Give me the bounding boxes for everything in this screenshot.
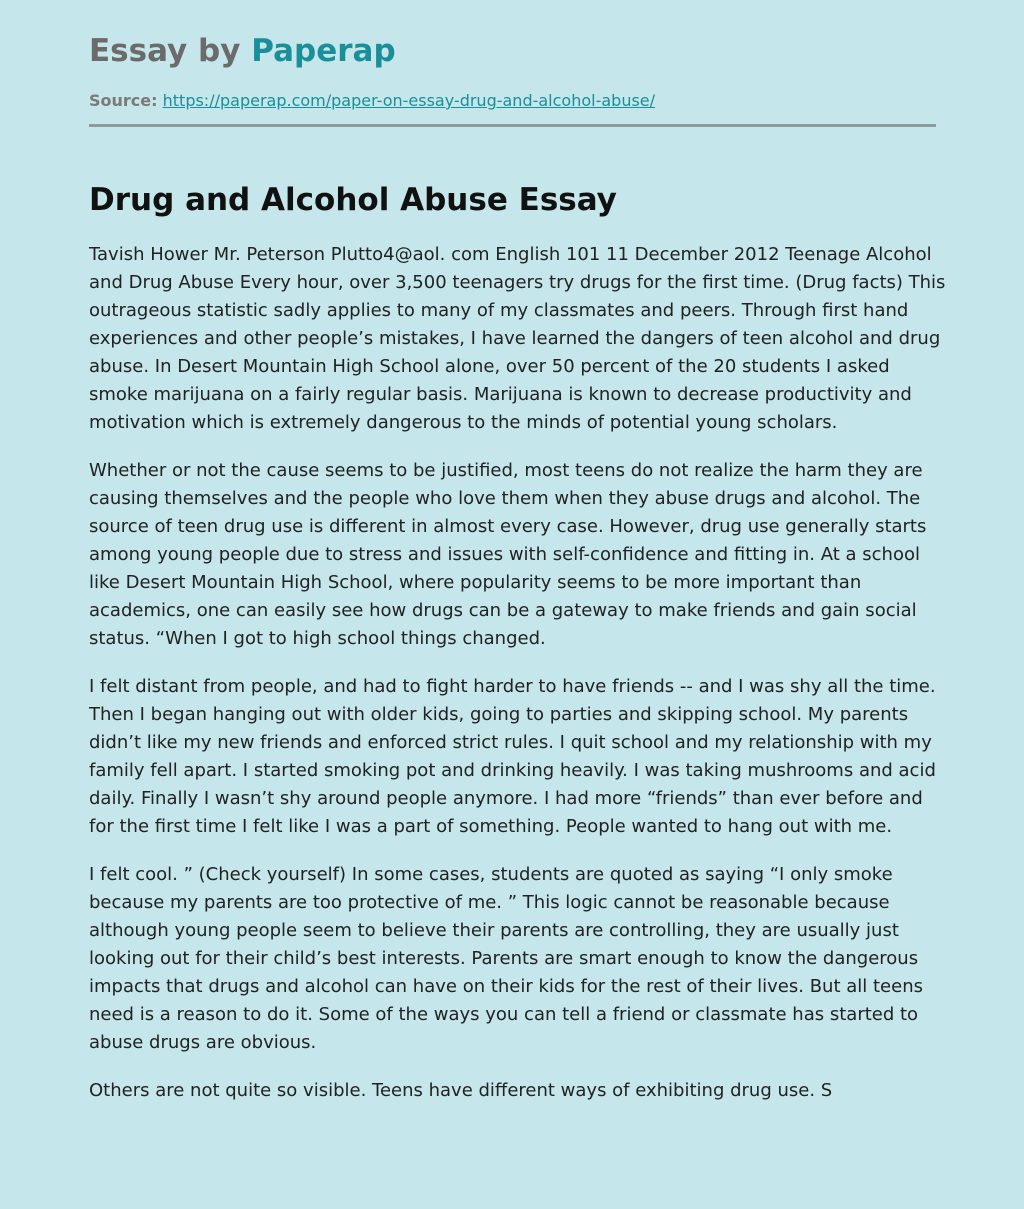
essay-paragraph: Others are not quite so visible. Teens have different ways of exhibiting drug use. S: [89, 1080, 833, 1101]
essay-title: Drug and Alcohol Abuse Essay: [89, 182, 617, 218]
header-divider: [89, 124, 936, 127]
source-label: Source:: [89, 91, 158, 110]
brand-name: Paperap: [251, 33, 396, 69]
essay-paragraph: I felt distant from people, and had to fight harder to have friends -- and I was shy all the time. Then I began hanging out with older kids, going to parties and skipping school. My parents didn’t like my new friends and enforced strict rules. I quit school and my relationship with my family fell apart. I started smoking pot and drinking heavily. I was taking mushrooms and acid daily. Finally I wasn’t shy around people anymore. I had more “friends” than ever before and for the first time I felt like I was a part of something. People wanted to hang out with me.: [89, 676, 936, 837]
essay-paragraph: Whether or not the cause seems to be justified, most teens do not realize the harm they are causing themselves and the people who love them when they abuse drugs and alcohol. The source of teen drug use is different in almost every case. However, drug use generally starts among young people due to stress and issues with self-confidence and fitting in. At a school like Desert Mountain High School, where popularity seems to be more important than academics, one can easily see how drugs can be a gateway to make friends and gain social status. “When I got to high school things changed.: [89, 460, 927, 649]
brand-prefix: Essay by: [89, 33, 252, 69]
source-line: [89, 90, 936, 112]
site-header: [89, 30, 936, 112]
essay-paragraph: Tavish Hower Mr. Peterson Plutto4@aol. com English 101 11 December 2012 Teenage Alcohol and Drug Abuse Every hour, over 3,500 teenagers try drugs for the first time. (Drug facts) This outrageous statistic sadly applies to many of my classmates and peers. Through first hand experiences and other people’s mistakes, I have learned the dangers of teen alcohol and drug abuse. In Desert Mountain High School alone, over 50 percent of the 20 students I asked smoke marijuana on a fairly regular basis. Marijuana is known to decrease productivity and motivation which is extremely dangerous to the minds of potential young scholars.: [89, 244, 946, 433]
essay-paragraph: I felt cool. ” (Check yourself) In some cases, students are quoted as saying “I only smoke because my parents are too protective of me. ” This logic cannot be reasonable because although young people seem to believe their parents are controlling, they are usually just looking out for their child’s best interests. Parents are smart enough to know the dangerous impacts that drugs and alcohol can have on their kids for the rest of their lives. But all teens need is a reason to do it. Some of the ways you can tell a friend or classmate has started to abuse drugs are obvious.: [89, 864, 923, 1053]
source-link[interactable]: https://paperap.com/paper-on-essay-drug-and-alcohol-abuse/: [162, 91, 656, 110]
site-brand[interactable]: [89, 30, 936, 72]
essay-body: [89, 241, 949, 1125]
